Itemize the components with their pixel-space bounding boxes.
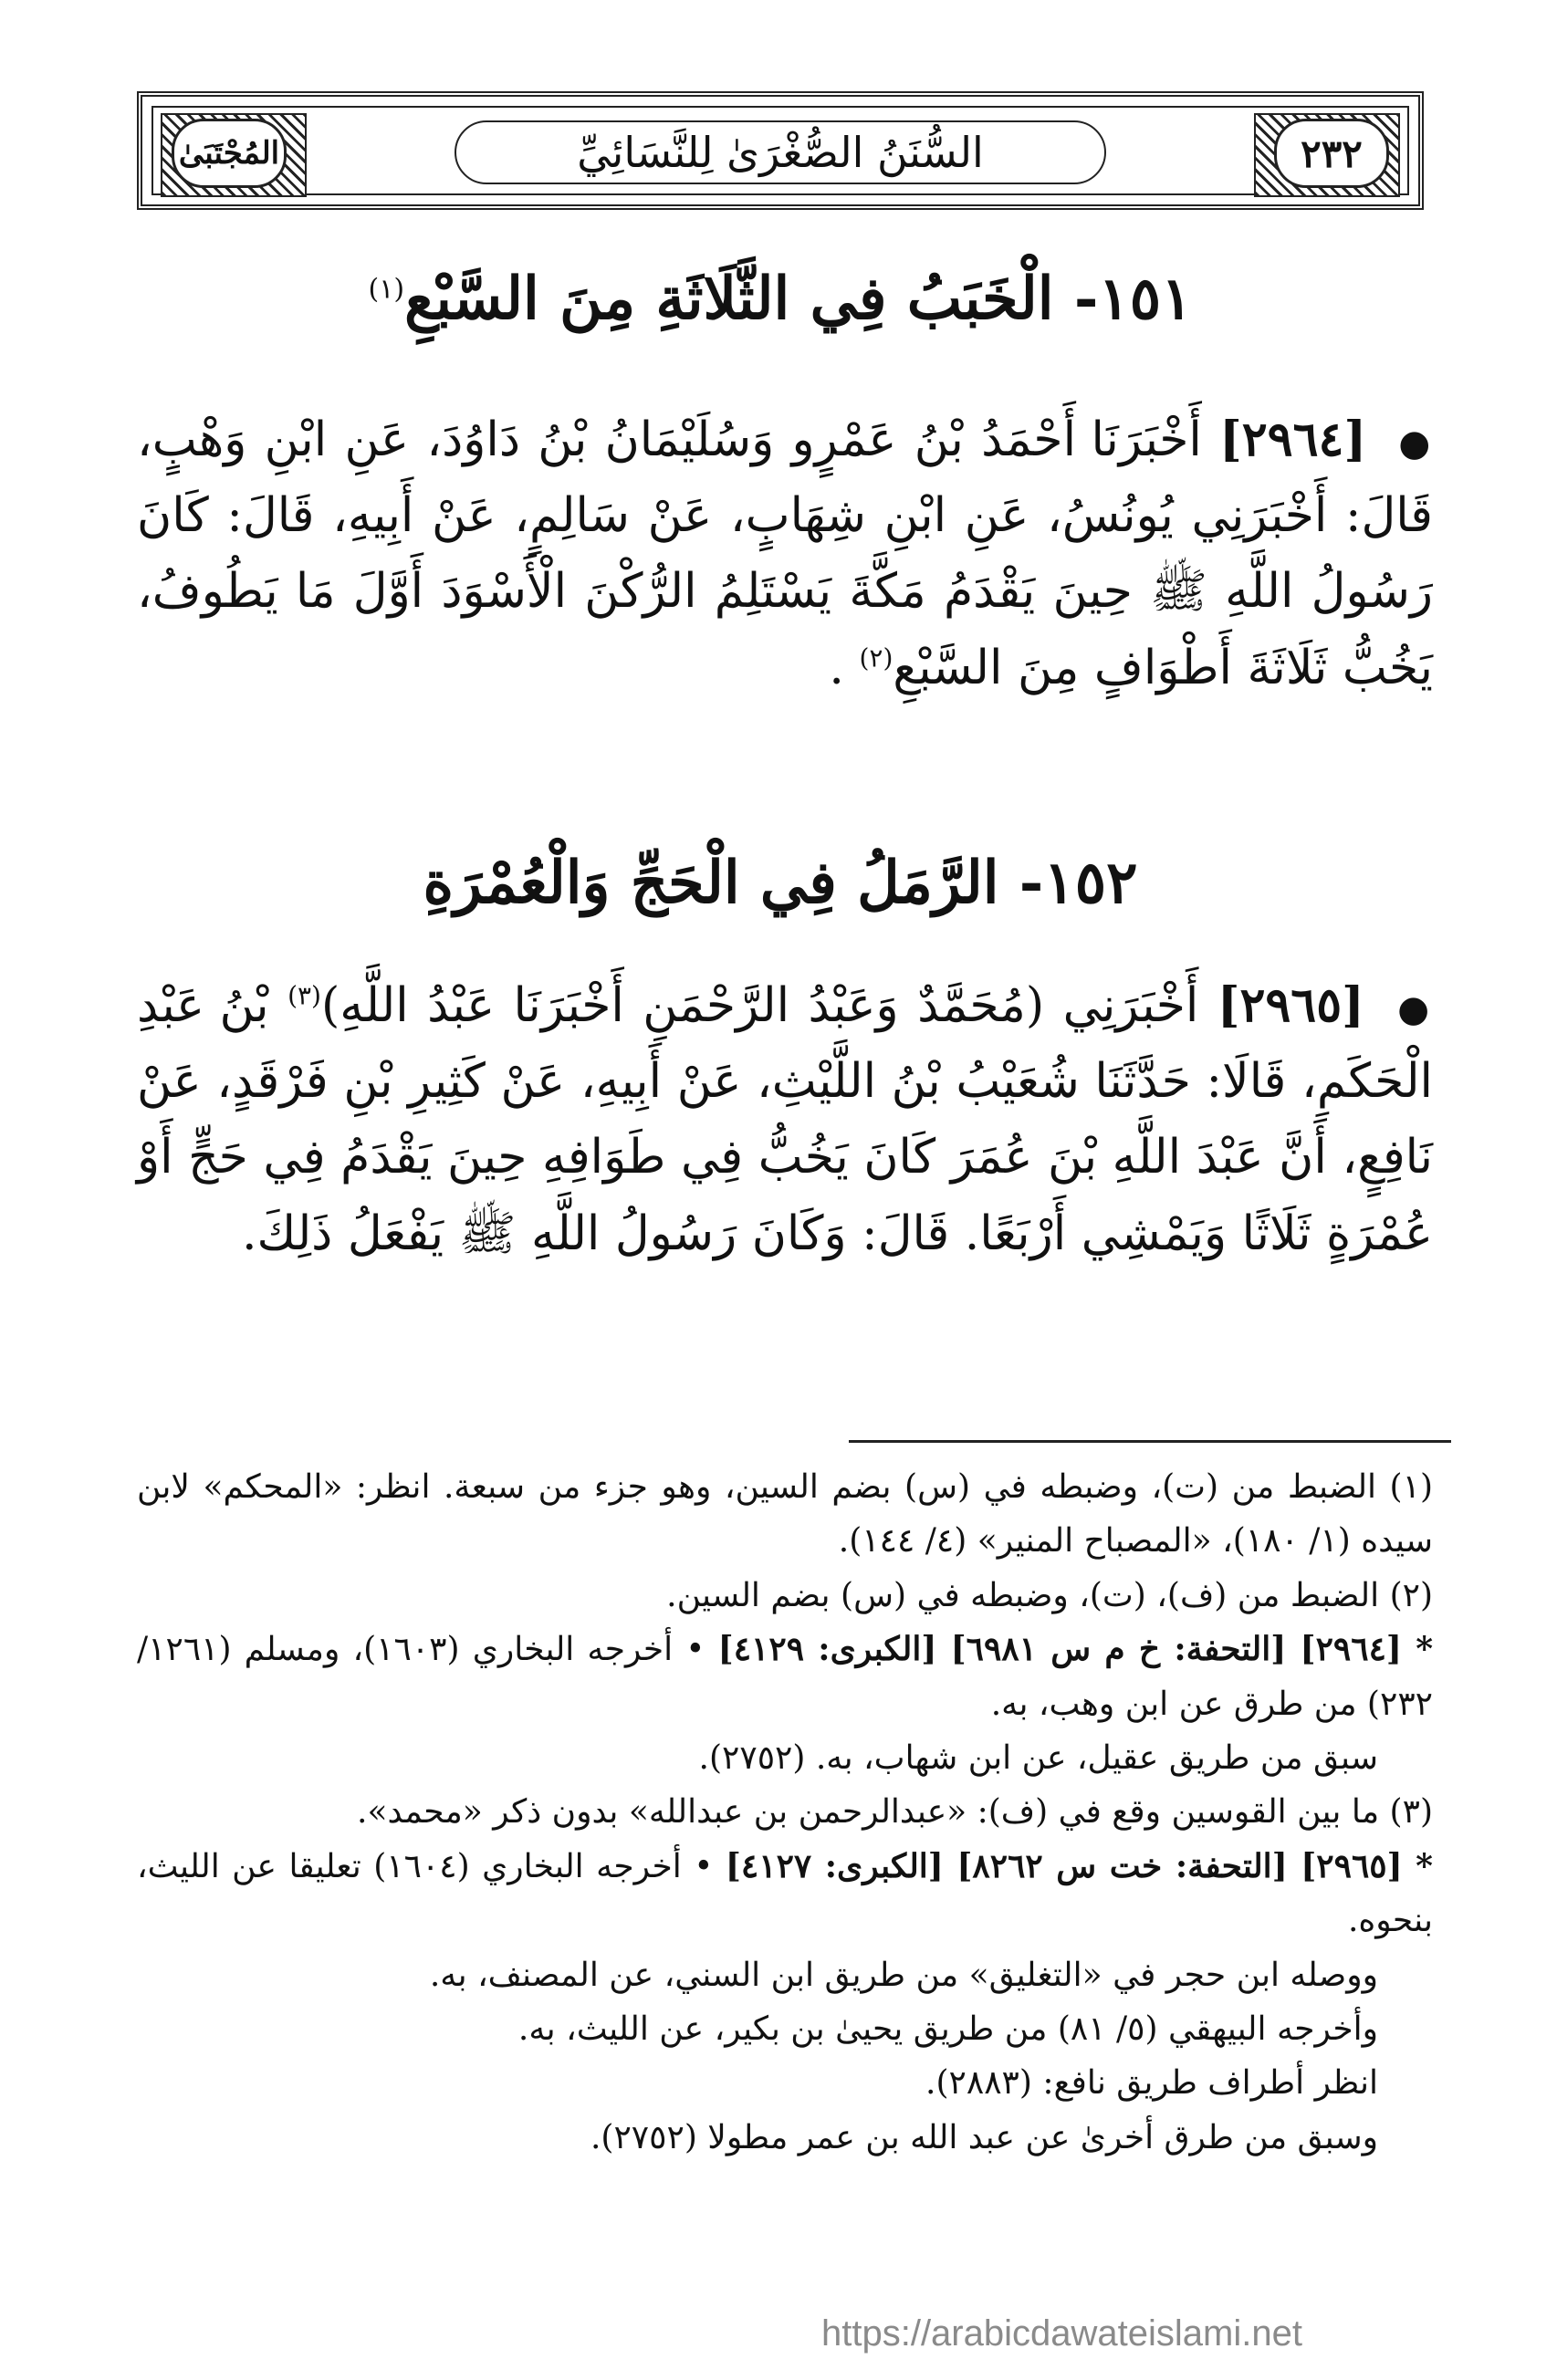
page-header [137,91,1424,210]
hadith-2965 [137,967,1433,1272]
takhrij-2964 [137,1623,1433,1731]
hadith-2964 [137,402,1433,706]
footnote-3: (٣) ما بين القوسين وقع في (ف): «عبدالرحمن بن عبدالله» بدون ذكر «محمد». [357,1793,1433,1832]
page-number: ٢٣٢ [1274,119,1389,188]
hadith-number: [٢٩٦٥] [1217,977,1364,1033]
takhrij-2965-line-2: وأخرجه البيهقي (٥/ ٨١) من طريق يحيىٰ بن بكير، عن الليث، به. [517,2009,1378,2048]
takhrij-text: • أخرجه البخاري (١٦٠٣)، ومسلم (١٢٦١/ ٢٣٢) من طرق عن ابن وهب، به. [137,1631,1433,1723]
takhrij-2965-line-3: انظر أطراف طريق نافع: (٢٨٨٣). [925,2064,1378,2103]
footnote-ref: (٣) [287,980,321,1011]
footnote-ref: (٢) [859,642,893,673]
chapter-title-152 [137,849,1424,917]
takhrij-ref: * [٢٩٦٤] [التحفة: خ م س ٦٩٨١] [الكبرى: ٤١٢٩] [717,1630,1434,1669]
bullet-icon: ● [1397,988,1434,1030]
hadith-end: . [829,640,844,695]
hadith-text: أَخْبَرَنَا أَحْمَدُ بْنُ عَمْرٍو وَسُلَيْمَانُ بْنُ دَاوُدَ، عَنِ ابْنِ وَهْبٍ، قَالَ: أَخْبَرَنِي يُونُسُ، عَنِ ابْنِ شِهَابٍ، عَنْ سَالِمٍ، عَنْ أَبِيهِ، قَالَ: كَانَ رَسُولُ اللَّهِ ﷺ حِينَ يَقْدَمُ مَكَّةَ يَسْتَلِمُ الرُّكْنَ الْأَسْوَدَ أَوَّلَ مَا يَطُوفُ، يَخُبُّ ثَلَاثَةَ أَطْوَافٍ مِنَ السَّبْعِ [137,412,1433,695]
takhrij-ref: * [٢٩٦٥] [التحفة: خت س ٨٢٦٢] [الكبرى: ٤١٢٧] [725,1846,1433,1885]
footnotes [137,1460,1433,2165]
footnote-divider [849,1440,1451,1443]
takhrij-2965 [137,1840,1433,1948]
hadith-text-b: بْنُ عَبْدِ الْحَكَمِ، قَالَا: حَدَّثَنَا شُعَيْبُ بْنُ اللَّيْثِ، عَنْ أَبِيهِ، عَنْ كَثِيرِ بْنِ فَرْقَدٍ، عَنْ نَافِعٍ، أَنَّ عَبْدَ اللَّهِ بْنَ عُمَرَ كَانَ يَخُبُّ فِي طَوَافِهِ حِينَ يَقْدَمُ فِي حَجٍّ أَوْ عُمْرَةٍ ثَلَاثًا وَيَمْشِي أَرْبَعًا. قَالَ: وَكَانَ رَسُولُ اللَّهِ ﷺ يَفْعَلُ ذَلِكَ. [137,978,1433,1261]
takhrij-2965-line-1: ووصله ابن حجر في «التغليق» من طريق ابن السني، عن المصنف، به. [429,1956,1378,1994]
hadith-number: [٢٩٦٤] [1219,412,1367,467]
series-badge: المُجْتَبَىٰ [172,119,287,188]
footnote-ref: (١) [368,273,405,306]
bullet-icon: ● [1398,423,1433,465]
takhrij-text: • أخرجه البخاري (١٦٠٤) تعليقا عن الليث، بنحوه. [137,1847,1433,1940]
chapter-title-text: ١٥٢- الرَّمَلُ فِي الْحَجِّ وَالْعُمْرَةِ [423,849,1138,917]
chapter-title-text: ١٥١- الْخَبَبُ فِي الثَّلَاثَةِ مِنَ السَّبْعِ [404,265,1193,333]
footnote-1: (١) الضبط من (ت)، وضبطه في (س) بضم السين، وهو جزء من سبعة. انظر: «المحكم» لابن سيده (١/ ١٨٠)، «المصباح المنير» (٤/ ١٤٤). [137,1468,1433,1561]
book-title: السُّنَنُ الصُّغْرَىٰ لِلنَّسَائِيِّ [455,120,1106,184]
chapter-title-151 [137,265,1424,333]
takhrij-2964-extra: سبق من طريق عقيل، عن ابن شهاب، به. (٢٧٥٢). [698,1738,1378,1777]
hadith-text-a: أَخْبَرَنِي (مُحَمَّدٌ وَعَبْدُ الرَّحْمَنِ أَخْبَرَنَا عَبْدُ اللَّهِ) [320,978,1199,1033]
header-frame [152,106,1409,195]
footnote-2: (٢) الضبط من (ف)، (ت)، وضبطه في (س) بضم السين. [666,1576,1433,1614]
takhrij-2965-line-4: وسبق من طرق أخرىٰ عن عبد الله بن عمر مطولا (٢٧٥٢). [590,2118,1378,2156]
watermark-url: https://arabicdawateislami.net [821,2313,1302,2354]
